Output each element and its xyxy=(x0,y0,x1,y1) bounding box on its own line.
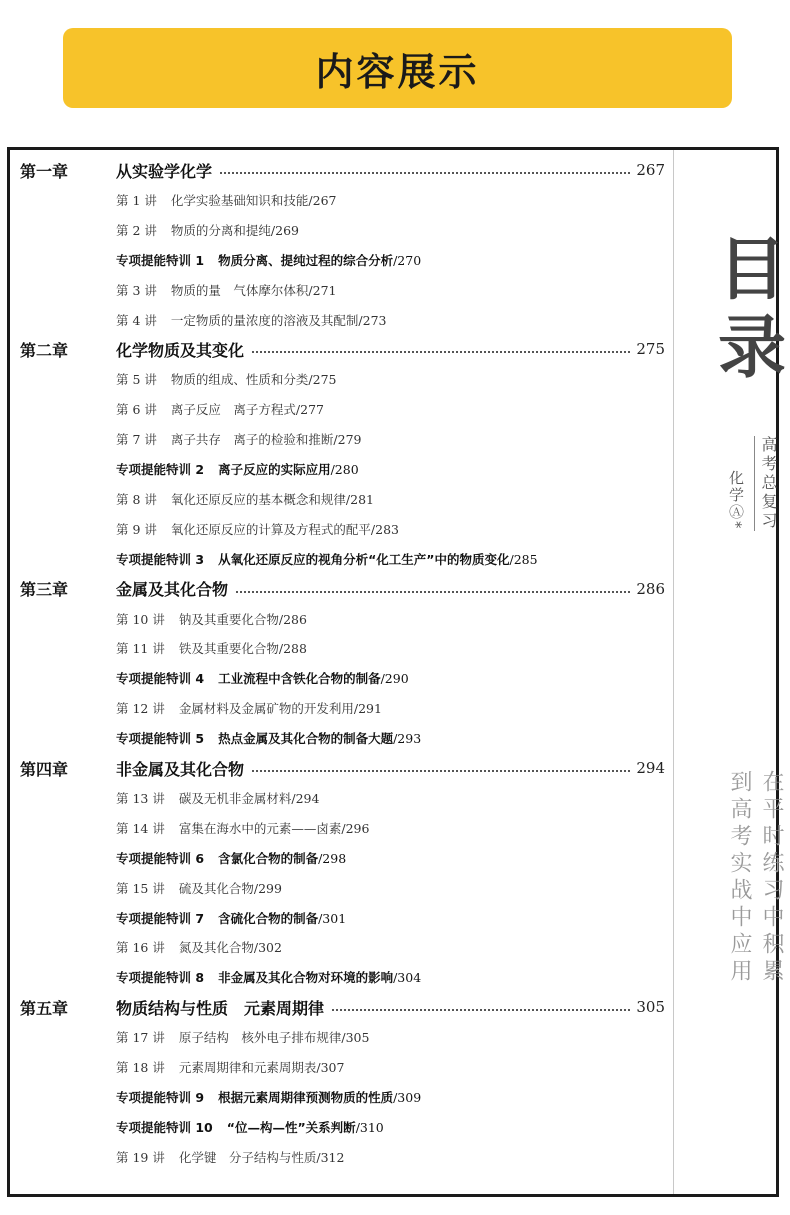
section-entry xyxy=(116,251,421,269)
section-entry xyxy=(116,370,336,388)
section-number: 第 4 讲 xyxy=(116,312,157,328)
section-page: /290 xyxy=(380,671,409,687)
toc-special-row xyxy=(10,845,665,871)
section-page: /309 xyxy=(393,1089,422,1105)
section-number: 第 6 讲 xyxy=(116,402,157,418)
chapter-title xyxy=(116,338,665,361)
section-page: /310 xyxy=(355,1119,384,1135)
toc-special-row xyxy=(10,905,665,931)
section-entry xyxy=(116,490,374,508)
leader-dots xyxy=(332,1009,630,1011)
toc-lecture-row xyxy=(10,486,665,512)
section-title: 含氯化合物的制备 xyxy=(218,850,319,866)
toc-lecture-row xyxy=(10,217,665,243)
section-number: 专项提能特训 10 xyxy=(116,1119,213,1135)
leader-dots xyxy=(252,351,630,353)
section-entry xyxy=(116,789,319,807)
section-entry xyxy=(116,1148,344,1166)
chapter-number: 第四章 xyxy=(20,759,69,779)
section-entry xyxy=(116,1118,384,1136)
section-title: 元素周期律和元素周期表/307 xyxy=(178,1060,345,1075)
section-number: 专项提能特训 7 xyxy=(116,910,205,926)
section-title: 原子结构 核外电子排布规律/305 xyxy=(178,1030,370,1046)
section-number: 第 3 讲 xyxy=(116,282,157,298)
section-number: 专项提能特训 4 xyxy=(116,671,205,687)
section-entry xyxy=(116,311,386,329)
section-page: /304 xyxy=(393,970,422,986)
section-number: 专项提能特训 8 xyxy=(116,970,205,986)
side-panel xyxy=(674,150,787,1194)
section-title: “位—构—性”关系判断 xyxy=(226,1119,356,1135)
toc-lecture-row xyxy=(10,366,665,392)
toc-lecture-row xyxy=(10,1054,665,1080)
section-page: /293 xyxy=(393,731,422,747)
section-title: 化学键 分子结构与性质/312 xyxy=(178,1149,345,1165)
toc-special-row xyxy=(10,1084,665,1110)
slogan-right: 在平时练习中积累 xyxy=(759,770,784,986)
section-title: 氧化还原反应的计算及方程式的配平/283 xyxy=(170,521,399,537)
toc-lecture-row xyxy=(10,695,665,721)
chapter-title xyxy=(116,996,665,1019)
toc-frame xyxy=(7,147,787,1197)
toc-lecture-row xyxy=(10,785,665,811)
section-number: 第 19 讲 xyxy=(116,1149,165,1165)
section-number: 第 5 讲 xyxy=(116,372,157,388)
chapter-title-text: 非金属及其化合物 xyxy=(116,759,245,779)
section-title: 热点金属及其化合物的制备大题 xyxy=(218,731,394,747)
chapter-title-text: 从实验学化学 xyxy=(116,161,213,181)
section-title: 离子反应 离子方程式/277 xyxy=(170,402,324,418)
section-title: 根据元素周期律预测物质的性质 xyxy=(218,1089,394,1105)
toc-lecture-row xyxy=(10,426,665,452)
section-number: 第 2 讲 xyxy=(116,222,157,238)
section-entry xyxy=(116,460,359,478)
section-title: 富集在海水中的元素——卤素/296 xyxy=(178,820,370,836)
section-title: 碳及无机非金属材料/294 xyxy=(178,790,320,806)
chapter-title-text: 物质结构与性质 元素周期律 xyxy=(116,998,325,1018)
toc-lecture-row xyxy=(10,635,665,661)
section-number: 第 17 讲 xyxy=(116,1030,165,1046)
toc-lecture-row xyxy=(10,606,665,632)
section-title: 化学实验基础知识和技能/267 xyxy=(170,192,337,208)
leader-dots xyxy=(220,172,630,174)
toc-chapter-row xyxy=(10,576,665,602)
section-number: 第 1 讲 xyxy=(116,192,157,208)
section-entry xyxy=(116,610,307,628)
section-title: 离子共存 离子的检验和推断/279 xyxy=(170,432,362,448)
toc-special-row xyxy=(10,247,665,273)
section-title: 一定物质的量浓度的溶液及其配制/273 xyxy=(170,312,387,328)
chapter-title xyxy=(116,159,665,182)
section-entry xyxy=(116,281,336,299)
section-title: 工业流程中含铁化合物的制备 xyxy=(218,671,381,687)
toc-lecture-row xyxy=(10,187,665,213)
section-number: 第 8 讲 xyxy=(116,491,157,507)
section-entry xyxy=(116,221,299,239)
toc-special-row xyxy=(10,964,665,990)
section-number: 第 16 讲 xyxy=(116,940,165,956)
toc-lecture-row xyxy=(10,307,665,333)
section-number: 第 18 讲 xyxy=(116,1060,165,1075)
toc-chapter-row xyxy=(10,336,665,362)
chapter-number: 第二章 xyxy=(20,340,69,360)
section-entry xyxy=(116,729,421,747)
section-title: 从氧化还原反应的视角分析“化工生产”中的物质变化 xyxy=(218,551,510,567)
section-title: 氮及其化合物/302 xyxy=(178,940,282,956)
chapter-number: 第一章 xyxy=(20,161,69,181)
section-title: 物质的量 气体摩尔体积/271 xyxy=(170,282,337,298)
section-number: 专项提能特训 6 xyxy=(116,850,205,866)
section-entry xyxy=(116,968,421,986)
toc-chapter-row xyxy=(10,755,665,781)
subject-text: 化学 xyxy=(727,470,745,504)
section-number: 专项提能特训 9 xyxy=(116,1089,205,1105)
section-title: 含硫化合物的制备 xyxy=(218,910,319,926)
toc-lecture-row xyxy=(10,934,665,960)
section-number: 第 14 讲 xyxy=(116,820,165,836)
section-entry xyxy=(116,849,346,867)
section-title: 非金属及其化合物对环境的影响 xyxy=(218,970,394,986)
chapter-page: 286 xyxy=(636,579,665,598)
section-entry xyxy=(116,520,399,538)
toc-special-row xyxy=(10,725,665,751)
toc-lecture-row xyxy=(10,516,665,542)
toc-special-row xyxy=(10,1114,665,1140)
section-title: 钠及其重要化合物/286 xyxy=(178,611,307,627)
toc-lecture-row xyxy=(10,396,665,422)
section-page: /301 xyxy=(318,910,347,926)
section-entry xyxy=(116,191,336,209)
section-entry xyxy=(116,1028,369,1046)
section-title: 金属材料及金属矿物的开发利用/291 xyxy=(178,701,382,717)
toc-lecture-row xyxy=(10,815,665,841)
toc-lecture-row xyxy=(10,1024,665,1050)
section-entry xyxy=(116,550,538,568)
leader-dots xyxy=(252,770,630,772)
section-page: /270 xyxy=(393,252,422,268)
section-number: 第 15 讲 xyxy=(116,880,165,896)
chapter-page: 294 xyxy=(636,759,665,777)
section-title: 硫及其化合物/299 xyxy=(178,880,282,896)
section-number: 第 11 讲 xyxy=(116,641,165,657)
toc-chapter-row xyxy=(10,157,665,183)
chapter-title-text: 金属及其化合物 xyxy=(116,580,229,600)
section-entry xyxy=(116,938,282,956)
series-label: 高考总复习 xyxy=(754,436,780,531)
section-entry xyxy=(116,699,382,717)
section-page: /298 xyxy=(318,850,347,866)
section-number: 第 7 讲 xyxy=(116,432,157,448)
section-entry xyxy=(116,1088,421,1106)
chapter-title xyxy=(116,577,665,600)
section-number: 专项提能特训 5 xyxy=(116,731,205,747)
section-number: 专项提能特训 1 xyxy=(116,252,205,268)
section-number: 第 9 讲 xyxy=(116,521,157,537)
subject-label xyxy=(726,470,747,531)
chapter-page: 267 xyxy=(636,161,665,179)
edition-mark: Ⓐ* xyxy=(727,504,745,531)
toc-special-row xyxy=(10,546,665,572)
section-title: 氧化还原反应的基本概念和规律/281 xyxy=(170,491,374,507)
slogan-left: 到高考实战中应用 xyxy=(727,770,752,986)
mulu-title: 目录 xyxy=(718,231,787,388)
toc-lecture-row xyxy=(10,277,665,303)
section-entry xyxy=(116,669,409,687)
section-number: 第 12 讲 xyxy=(116,701,165,717)
toc-lecture-row xyxy=(10,1144,665,1170)
section-title: 物质分离、提纯过程的综合分析 xyxy=(218,252,394,268)
section-number: 专项提能特训 2 xyxy=(116,462,205,477)
section-entry xyxy=(116,1058,344,1076)
header-banner xyxy=(63,28,732,108)
toc-special-row xyxy=(10,456,665,482)
section-page: /285 xyxy=(509,551,538,567)
section-title: 铁及其重要化合物/288 xyxy=(178,641,307,657)
toc-chapter-row xyxy=(10,994,665,1020)
section-number: 第 13 讲 xyxy=(116,790,165,806)
leader-dots xyxy=(236,591,630,593)
section-title: 物质的组成、性质和分类/275 xyxy=(170,372,337,388)
chapter-title-text: 化学物质及其变化 xyxy=(116,340,245,360)
section-entry xyxy=(116,909,346,927)
chapter-number: 第三章 xyxy=(20,580,69,600)
banner-title: 内容展示 xyxy=(315,49,480,94)
section-title: 离子反应的实际应用 xyxy=(218,462,331,477)
section-entry xyxy=(116,400,324,418)
section-entry xyxy=(116,819,369,837)
section-page: /280 xyxy=(330,462,359,477)
chapter-page: 275 xyxy=(636,340,665,359)
section-number: 第 10 讲 xyxy=(116,611,165,627)
section-title: 物质的分离和提纯/269 xyxy=(170,222,299,238)
section-entry xyxy=(116,430,361,448)
chapter-page: 305 xyxy=(636,998,665,1017)
chapter-number: 第五章 xyxy=(20,998,69,1018)
chapter-title xyxy=(116,757,665,780)
section-number: 专项提能特训 3 xyxy=(116,551,205,567)
toc-lecture-row xyxy=(10,875,665,901)
toc-special-row xyxy=(10,665,665,691)
section-entry xyxy=(116,639,307,657)
section-entry xyxy=(116,879,282,897)
